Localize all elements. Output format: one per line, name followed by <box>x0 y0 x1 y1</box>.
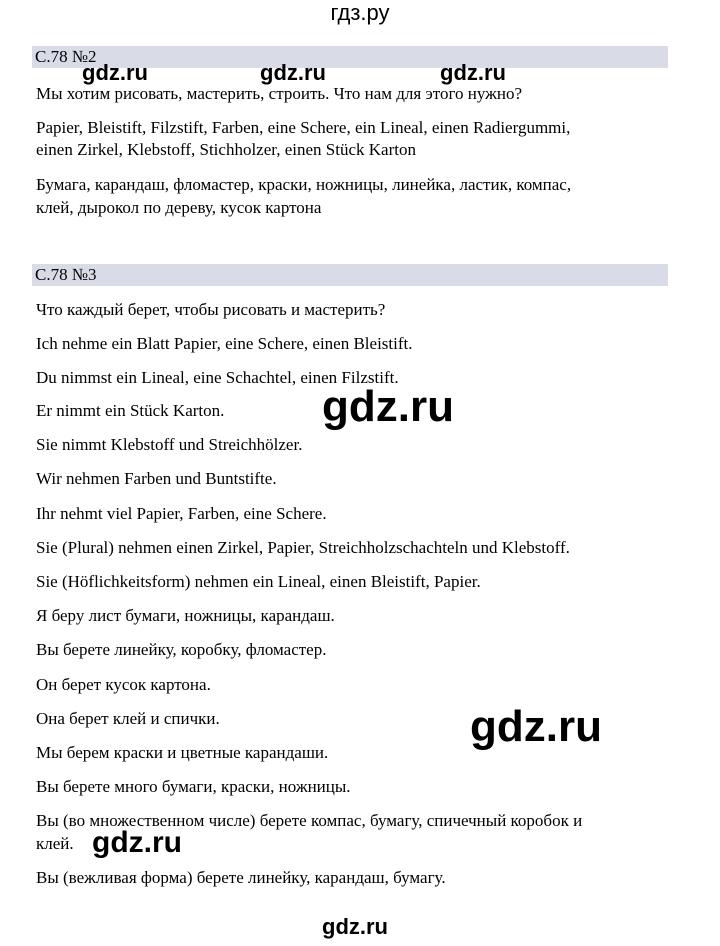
text-line: Papier, Bleistift, Filzstift, Farben, eine Schere, ein Lineal, einen Radiergummi, <box>36 118 571 137</box>
text-line: Он берет кусок картона. <box>36 675 211 694</box>
site-title: гдз.ру <box>330 0 390 25</box>
section-header-bar <box>32 264 668 286</box>
text-line: Er nimmt ein Stück Karton. <box>36 401 225 420</box>
watermark: gdz.ru <box>440 60 506 85</box>
text-line: Wir nehmen Farben und Buntstifte. <box>36 469 277 488</box>
text-line: Вы (вежливая форма) берете линейку, карандаш, бумагу. <box>36 868 446 887</box>
watermark: gdz.ru <box>92 826 182 859</box>
text-line: Я беру лист бумаги, ножницы, карандаш. <box>36 606 335 625</box>
section-header: С.78 №3 <box>35 265 97 284</box>
watermark: gdz.ru <box>260 60 326 85</box>
watermark: gdz.ru <box>82 60 148 85</box>
text-line: клей, дырокол по дереву, кусок картона <box>36 198 322 217</box>
text-line: Sie nimmt Klebstoff und Streichhölzer. <box>36 435 303 454</box>
text-line: Вы (во множественном числе) берете компас, бумагу, спичечный коробок и <box>36 811 583 830</box>
text-line: Что каждый берет, чтобы рисовать и мастерить? <box>36 300 386 319</box>
text-line: клей. <box>36 834 74 853</box>
text-line: Sie (Höflichkeitsform) nehmen ein Lineal, einen Bleistift, Papier. <box>36 572 481 591</box>
text-line: Вы берете линейку, коробку, фломастер. <box>36 640 327 659</box>
text-line: Мы берем краски и цветные карандаши. <box>36 743 329 762</box>
watermark: gdz.ru <box>322 382 454 431</box>
text-line: Она берет клей и спички. <box>36 709 220 728</box>
text-line: Мы хотим рисовать, мастерить, строить. Что нам для этого нужно? <box>36 84 523 103</box>
text-line: Sie (Plural) nehmen einen Zirkel, Papier, Streichholzschachteln und Klebstoff. <box>36 538 570 557</box>
text-line: Ihr nehmt viel Papier, Farben, eine Schere. <box>36 504 327 523</box>
watermark: gdz.ru <box>470 702 602 751</box>
text-line: Бумага, карандаш, фломастер, краски, ножницы, линейка, ластик, компас, <box>36 175 572 194</box>
text-line: Ich nehme ein Blatt Papier, eine Schere, einen Bleistift. <box>36 334 413 353</box>
text-line: Du nimmst ein Lineal, eine Schachtel, einen Filzstift. <box>36 368 399 387</box>
text-line: Вы берете много бумаги, краски, ножницы. <box>36 777 351 796</box>
text-line: einen Zirkel, Klebstoff, Stichholzer, einen Stück Karton <box>36 140 416 159</box>
section-header: С.78 №2 <box>35 47 97 66</box>
watermark: gdz.ru <box>322 914 388 939</box>
